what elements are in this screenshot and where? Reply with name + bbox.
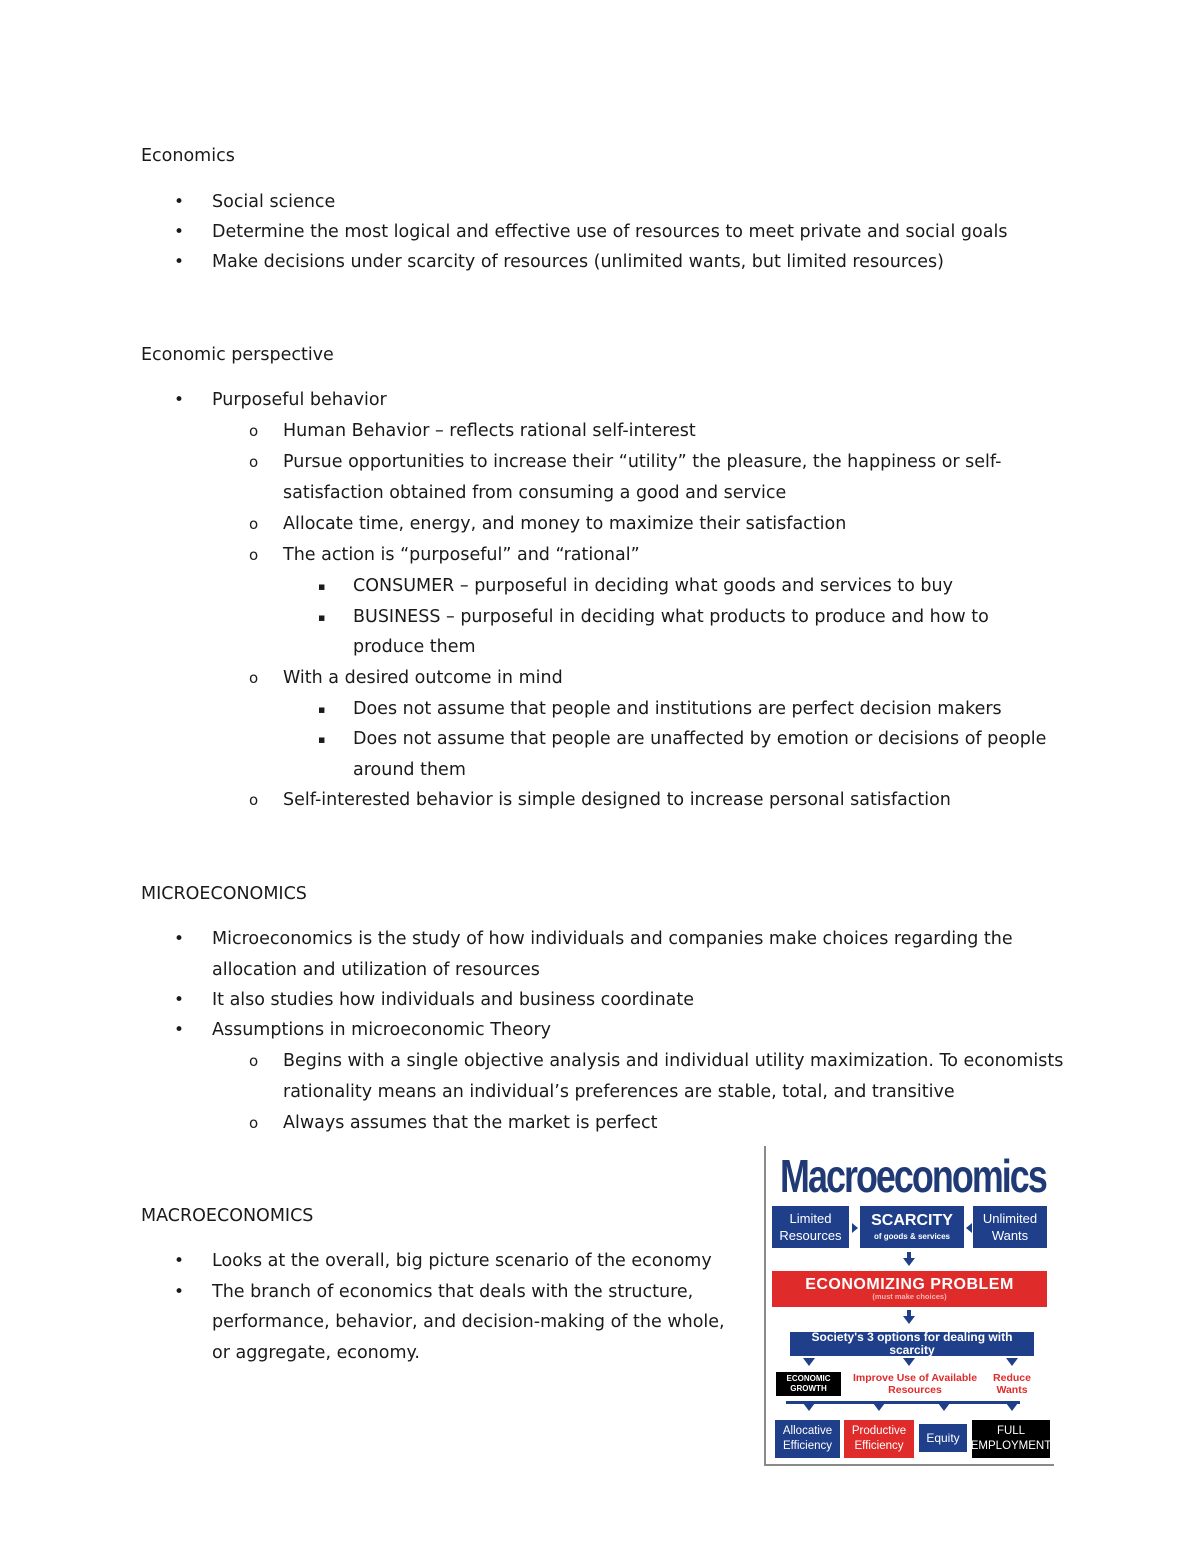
productive-efficiency-box: Productive Efficiency xyxy=(844,1420,914,1458)
list-item: Looks at the overall, big picture scenario of the economy xyxy=(212,1251,712,1271)
sub-item: Human Behavior – reflects rational self-interest xyxy=(283,421,696,441)
list-item: Determine the most logical and effective use of resources to meet private and social goals xyxy=(212,222,1008,242)
options-box: Society's 3 options for dealing with scarcity xyxy=(790,1332,1034,1356)
sub-item: Always assumes that the market is perfect xyxy=(283,1113,658,1133)
list-item: The branch of economics that deals with the structure, xyxy=(212,1282,694,1302)
bullet-marker: • xyxy=(174,990,185,1010)
heading-economic-perspective: Economic perspective xyxy=(141,345,334,365)
sub-marker: o xyxy=(249,791,259,809)
arrow-down-icon xyxy=(903,1316,915,1324)
sub-marker: o xyxy=(249,453,259,471)
subsub-item-continued: around them xyxy=(353,760,466,780)
subsub-marker: ▪ xyxy=(318,733,326,746)
list-item: Social science xyxy=(212,192,336,212)
subsub-item-continued: produce them xyxy=(353,637,476,657)
subsub-item: CONSUMER – purposeful in deciding what goods and services to buy xyxy=(353,576,953,596)
bullet-marker: • xyxy=(174,929,185,949)
bullet-marker: • xyxy=(174,252,185,272)
diagram-title: Macroeconomics xyxy=(780,1150,1046,1202)
list-item-continued: or aggregate, economy. xyxy=(212,1343,420,1363)
sub-item: Begins with a single objective analysis and individual utility maximization. To economists xyxy=(283,1051,1064,1071)
heading-microeconomics: MICROECONOMICS xyxy=(141,884,307,904)
equity-box: Equity xyxy=(919,1424,967,1452)
heading-economics: Economics xyxy=(141,146,235,166)
list-item: It also studies how individuals and business coordinate xyxy=(212,990,694,1010)
sub-marker: o xyxy=(249,515,259,533)
bullet-marker: • xyxy=(174,192,185,212)
list-item: Purposeful behavior xyxy=(212,390,387,410)
scarcity-box: SCARCITY of goods & services xyxy=(860,1206,964,1248)
sub-marker: o xyxy=(249,422,259,440)
bullet-marker: • xyxy=(174,1282,185,1302)
list-item-continued: performance, behavior, and decision-making of the whole, xyxy=(212,1312,725,1332)
sub-item: The action is “purposeful” and “rational” xyxy=(283,545,640,565)
macroeconomics-diagram xyxy=(764,1146,1054,1466)
bullet-marker: • xyxy=(174,390,185,410)
subsub-item: BUSINESS – purposeful in deciding what products to produce and how to xyxy=(353,607,989,627)
heading-macroeconomics: MACROECONOMICS xyxy=(141,1206,314,1226)
subsub-marker: ▪ xyxy=(318,703,326,716)
unlimited-wants-box: Unlimited Wants xyxy=(973,1206,1047,1248)
list-item-continued: allocation and utilization of resources xyxy=(212,960,540,980)
reduce-wants-label: Reduce Wants xyxy=(993,1372,1031,1396)
subsub-marker: ▪ xyxy=(318,611,326,624)
bullet-marker: • xyxy=(174,222,185,242)
sub-item-continued: satisfaction obtained from consuming a good and service xyxy=(283,483,787,503)
limited-resources-box: Limited Resources xyxy=(772,1206,849,1248)
full-employment-box: FULL EMPLOYMENT xyxy=(972,1420,1050,1458)
list-item: Microeconomics is the study of how individuals and companies make choices regarding the xyxy=(212,929,1013,949)
sub-marker: o xyxy=(249,669,259,687)
economizing-problem-box: ECONOMIZING PROBLEM (must make choices) xyxy=(772,1271,1047,1307)
list-item: Assumptions in microeconomic Theory xyxy=(212,1020,552,1040)
bullet-marker: • xyxy=(174,1251,185,1271)
subsub-marker: ▪ xyxy=(318,580,326,593)
arrow-left-icon xyxy=(966,1223,972,1233)
sub-item: With a desired outcome in mind xyxy=(283,668,563,688)
improve-use-label: Improve Use of Available Resources xyxy=(852,1372,978,1396)
list-item: Make decisions under scarcity of resources (unlimited wants, but limited resources) xyxy=(212,252,945,272)
sub-item: Self-interested behavior is simple designed to increase personal satisfaction xyxy=(283,790,951,810)
sub-marker: o xyxy=(249,1114,259,1132)
sub-marker: o xyxy=(249,546,259,564)
economic-growth-box: ECONOMIC GROWTH xyxy=(776,1372,841,1396)
bullet-marker: • xyxy=(174,1020,185,1040)
sub-marker: o xyxy=(249,1052,259,1070)
subsub-item: Does not assume that people are unaffected by emotion or decisions of people xyxy=(353,729,1047,749)
arrow-down-icon xyxy=(903,1258,915,1266)
arrow-right-icon xyxy=(852,1223,858,1233)
allocative-efficiency-box: Allocative Efficiency xyxy=(775,1420,840,1458)
sub-item-continued: rationality means an individual’s preferences are stable, total, and transitive xyxy=(283,1082,955,1102)
subsub-item: Does not assume that people and institutions are perfect decision makers xyxy=(353,699,1002,719)
sub-item: Allocate time, energy, and money to maximize their satisfaction xyxy=(283,514,847,534)
sub-item: Pursue opportunities to increase their “utility” the pleasure, the happiness or self- xyxy=(283,452,1002,472)
